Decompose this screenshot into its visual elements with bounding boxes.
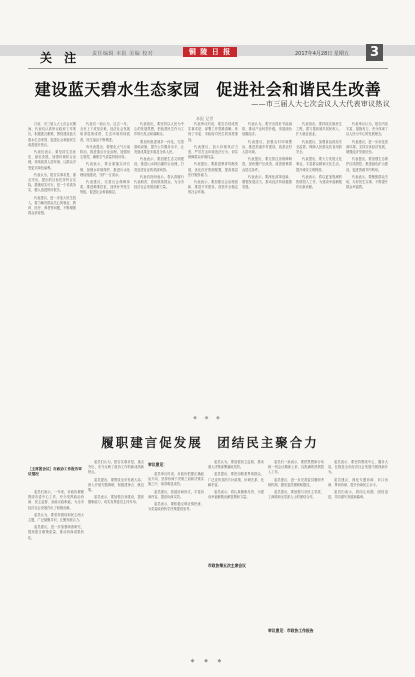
paragraph: 委员认为，要坚持团结和民主两大主题，广泛凝聚共识，汇聚发展合力。 — [28, 512, 84, 523]
paragraph: 委员表示，要加强自身建设，提高履职能力，切实发挥委员主体作用。 — [88, 495, 144, 505]
paragraph: 委员们表示，一年来，市政协紧紧围绕市委中心工作，充分发挥政治协商、民主监督、参政议政职能，为全市经济社会发展作出了积极贡献。 — [28, 490, 84, 510]
newspaper-logo: 铜 陵 日 报 — [183, 47, 237, 57]
page-number: 3 — [366, 44, 383, 61]
paragraph: 代表提出，要加强生态保护红线管控，推进绿色矿山建设，促进资源节约利用。 — [346, 157, 388, 172]
edition-meta: 责任编辑 本报 美编 校对 — [92, 51, 154, 57]
paragraph: 代表表示，将以更加饱满的热情投入工作，为建设幸福铜陵作出新贡献。 — [296, 174, 342, 190]
column-subtitle: 审议意见： — [148, 462, 167, 467]
paragraph: 委员表示，将认真履职尽责，为建设幸福铜陵贡献智慧和力量。 — [208, 490, 264, 500]
paragraph: 委员审议时说，市政协把握正确政治方向，坚持协商于决策之前和决策实施之中，取得明显成效。 — [148, 472, 204, 487]
paragraph: 代表们表示，要坚持生态优先、绿色发展，加强环境综合治理，持续改善人居环境，让群众享受更多绿色福利。 — [28, 150, 76, 170]
main-subhead: ——市三届人大七次会议人大代表审议热议 — [251, 100, 390, 108]
paragraph: 委员们表示，将同心同德、团结奋进，共同谱写发展新篇章。 — [328, 490, 388, 500]
paragraph: 委员建议，进一步完善委员履职考核机制，激发委员履职积极性。 — [268, 477, 324, 487]
paragraph: 代表建议，进一步加大民生投入，着力解决群众关心的就业、教育、医疗、养老等问题，不断增强群众获得感。 — [28, 195, 76, 216]
paragraph: 代表们一致认为，过去一年，全市上下攻坚克难，经济社会发展取得显著成绩，生态环境持续改善，民生福祉不断增进。 — [80, 122, 130, 142]
article2-column-4 — [208, 460, 264, 652]
paragraph: 委员认为，要加强民主监督，推动重大决策部署落地见效。 — [208, 460, 264, 470]
paragraph: 代表建议，进一步优化营商环境，支持实体经济发展，增强经济发展后劲。 — [346, 139, 388, 155]
paragraph: 日前，市三届人大七次会议期间，代表们认真审议政府工作报告，积极建言献策，围绕建设蓝天碧水生态家园、促进社会和谐民生改善展开热议。 — [28, 122, 76, 147]
article2-column-3 — [148, 472, 204, 652]
top-rule — [28, 68, 388, 69]
paragraph: 代表表示，要深化改革创新，增强发展活力，推动经济持续健康发展。 — [242, 174, 292, 190]
paragraph: 代表认为，报告实事求是、重点突出，提出的目标任务符合实际，措施切实可行，是一个求真务实、催人奋进的好报告。 — [28, 172, 76, 193]
section-divider: ◆ ◆ ◆ — [193, 415, 223, 421]
paragraph: 代表提出，要推进教育均衡发展，优化医疗资源配置，提高基层医疗服务能力。 — [188, 162, 238, 177]
paragraph: 委员建议，拓展协商形式，丰富协商内容，提高协商实效。 — [148, 489, 204, 499]
lead-box: ［主席团会议］市政协工作报告审议情况 — [28, 467, 82, 477]
byline: 本报 记者 — [196, 116, 214, 121]
article-column-1 — [28, 122, 76, 412]
paragraph: 代表们纷纷表示，将认真履行代表职责，密切联系群众，为全市经济社会发展贡献力量。 — [134, 174, 184, 190]
article-column-3 — [134, 122, 184, 412]
section-name: 关 注 — [40, 51, 81, 65]
paragraph: 委员提出，要加强与各民主党派、工商联和无党派人士的团结合作。 — [268, 490, 324, 500]
paragraph: 代表建议，加强食品药品安全监管，保障人民群众饮食用药安全。 — [296, 139, 342, 155]
paragraph: 委员们一致表示，要把思想和行动统一到会议精神上来，以饱满的热情投入工作。 — [268, 460, 324, 475]
paragraph: 代表提出，要完善住房保障制度，加快棚户区改造，改善困难群众居住条件。 — [242, 157, 292, 172]
paragraph: 委员表示，要坚持围绕中心、服务大局，在推进全市经济社会发展中展现新作为。 — [328, 460, 388, 475]
article-column-6 — [296, 122, 342, 412]
paragraph: 代表表示，要加强生态文明建设，推进山水林田湖综合治理，打造宜居宜业的美丽家园。 — [134, 157, 184, 172]
article-column-7 — [346, 122, 388, 412]
paragraph: 代表审议认为，报告内容丰富，措施有力，充分体现了以人民为中心的发展理念。 — [346, 122, 388, 137]
paragraph: 代表提出，要大力发展文化事业，丰富群众精神文化生活，提升城市文明程度。 — [296, 157, 342, 172]
paragraph: 代表指出，要坚持以人民为中心的发展思想，把改善民生作为工作的出发点和落脚点。 — [134, 122, 184, 137]
paragraph: 委员表示，要积极反映社情民意，为党委政府科学决策提供参考。 — [148, 502, 204, 512]
paragraph: 要加快推进城乡一体化，完善基础设施，提升公共服务水平，让发展成果更多惠及全体人民。 — [134, 139, 184, 155]
article2-column-5 — [268, 460, 324, 625]
paragraph: 代表建议，加强农村环境整治，推进美丽乡村建设，改善农村人居环境。 — [242, 139, 292, 155]
second-headline: 履职建言促发展 团结民主聚合力 — [101, 435, 319, 450]
column-subtitle: 审议意见：市政协工作报告 — [268, 628, 314, 633]
paragraph: 有代表提出，要强化大气污染防治，推进重点行业治理，加强扬尘管控，确保空气质量持续好转。 — [80, 144, 130, 160]
paragraph: 委员们认为，报告实事求是，重点突出，充分反映了政协工作的新成绩新特点。 — [88, 460, 144, 475]
issue-date: 2017年4月28日 星期五 — [295, 51, 349, 57]
article2-column-6 — [328, 460, 388, 652]
article2-column-1 — [28, 490, 84, 652]
paragraph: 代表建议，加大环境执法力度，严厉打击环境违法行为，切实保障群众环境权益。 — [188, 144, 238, 160]
footer-ornament: ◆ ◆ ◆ — [190, 658, 226, 664]
paragraph: 代表表示，要全面落实河长制，加强水环境保护，推进污水处理设施建设，守护一江清水。 — [80, 162, 130, 177]
column-subtitle: 市政协第五次主席会议 — [208, 563, 246, 568]
paragraph: 委员提出，要密切联系界别群众，广泛宣传党的方针政策，协调关系、化解矛盾。 — [208, 472, 264, 487]
paragraph: 代表审议时说，报告总结成绩实事求是，部署工作思路清晰，体现了市委、市政府对民生的高度重视。 — [188, 122, 238, 142]
paragraph: 代表认为，要突出抓好节能减排，推动产业转型升级，发展绿色低碳经济。 — [242, 122, 292, 137]
paragraph: 委员建议，深化专题协商、对口协商、界别协商，提升协商民主水平。 — [328, 477, 388, 487]
paragraph: 委员提出，要围绕全市发展大局，深入开展专题调研，积极建诤言、献良策。 — [88, 477, 144, 493]
article-column-5 — [242, 122, 292, 412]
paragraph: 委员建议，进一步加强调查研究，提高建言献策质量，推动协商成果转化。 — [28, 525, 84, 540]
paragraph: 代表建议，完善社会保障体系，推进精准扶贫，加快补齐民生短板，促进社会和谐稳定。 — [80, 180, 130, 195]
paragraph: 代表表示，要聚焦群众关切，办好民生实事，不断提升群众幸福感。 — [346, 174, 388, 190]
paragraph: 代表表示，要加强社会治理创新，推进平安建设，营造安全稳定的社会环境。 — [188, 180, 238, 195]
article-column-4 — [188, 122, 238, 412]
main-headline: 建设蓝天碧水生态家园 促进社会和谐民生改善 — [34, 80, 382, 99]
article-column-2 — [80, 122, 130, 412]
article2-column-2 — [88, 460, 144, 652]
masthead — [0, 0, 415, 66]
paragraph: 代表指出，要持续实施民生工程，着力提高城乡居民收入，扩大就业创业。 — [296, 122, 342, 137]
